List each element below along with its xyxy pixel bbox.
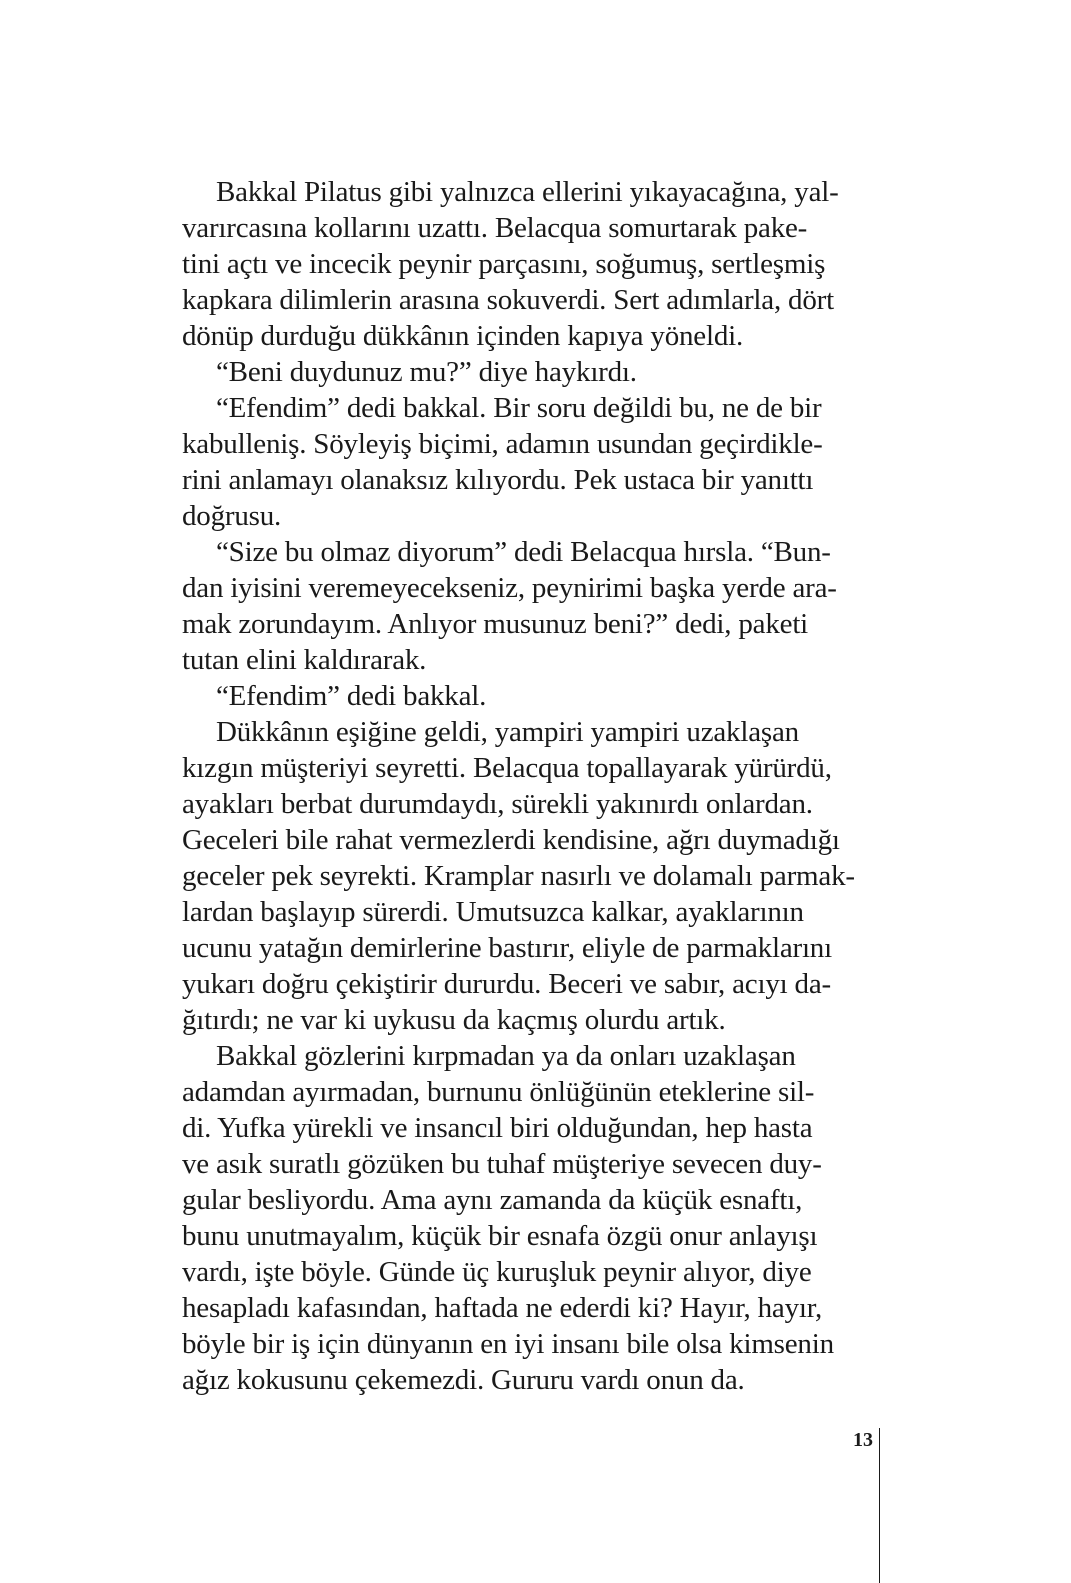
text-line: varırcasına kollarını uzattı. Belacqua somurtarak pake- — [182, 212, 808, 244]
text-line: doğrusu. — [182, 500, 282, 532]
text-line: “Size bu olmaz diyorum” dedi Belacqua hırsla. “Bun- — [216, 536, 831, 568]
text-line: ve asık suratlı gözüken bu tuhaf müşteriye sevecen duy- — [182, 1148, 822, 1180]
text-line: geceler pek seyrekti. Kramplar nasırlı ve dolamalı parmak- — [182, 860, 855, 892]
page-number: 13 — [853, 1429, 873, 1451]
text-line: Geceleri bile rahat vermezlerdi kendisine, ağrı duymadığı — [182, 824, 840, 856]
text-line: dan iyisini veremeyecekseniz, peynirimi başka yerde ara- — [182, 572, 837, 604]
text-line: Dükkânın eşiğine geldi, yampiri yampiri uzaklaşan — [216, 716, 799, 748]
text-line: di. Yufka yürekli ve insancıl biri olduğundan, hep hasta — [182, 1112, 813, 1144]
text-line: kapkara dilimlerin arasına sokuverdi. Sert adımlarla, dört — [182, 284, 834, 316]
text-line: dönüp durduğu dükkânın içinden kapıya yöneldi. — [182, 320, 744, 352]
text-line: bunu unutmayalım, küçük bir esnafa özgü onur anlayışı — [182, 1220, 818, 1252]
text-line: “Efendim” dedi bakkal. — [216, 680, 487, 712]
text-line: kızgın müşteriyi seyretti. Belacqua topallayarak yürürdü, — [182, 752, 832, 784]
text-line: lardan başlayıp sürerdi. Umutsuzca kalkar, ayaklarının — [182, 896, 804, 928]
text-line: ğıtırdı; ne var ki uykusu da kaçmış olurdu artık. — [182, 1004, 726, 1036]
body-text — [182, 174, 889, 1398]
text-line: “Efendim” dedi bakkal. Bir soru değildi bu, ne de bir — [216, 392, 822, 424]
text-line: tutan elini kaldırarak. — [182, 644, 427, 676]
text-line: gular besliyordu. Ama aynı zamanda da küçük esnaftı, — [182, 1184, 803, 1216]
text-line: kabulleniş. Söyleyiş biçimi, adamın usundan geçirdikle- — [182, 428, 823, 460]
text-line: adamdan ayırmadan, burnunu önlüğünün eteklerine sil- — [182, 1076, 815, 1108]
page-number-rule — [879, 1428, 880, 1583]
text-line: vardı, işte böyle. Günde üç kuruşluk peynir alıyor, diye — [182, 1256, 812, 1288]
text-line: hesapladı kafasından, haftada ne ederdi ki? Hayır, hayır, — [182, 1292, 823, 1324]
text-line: Bakkal gözlerini kırpmadan ya da onları uzaklaşan — [216, 1040, 796, 1072]
text-line: yukarı doğru çekiştirir dururdu. Beceri ve sabır, acıyı da- — [182, 968, 831, 1000]
text-line: mak zorundayım. Anlıyor musunuz beni?” dedi, paketi — [182, 608, 809, 640]
text-line: böyle bir iş için dünyanın en iyi insanı bile olsa kimsenin — [182, 1328, 834, 1360]
text-line: Bakkal Pilatus gibi yalnızca ellerini yıkayacağına, yal- — [216, 176, 839, 208]
text-line: ayakları berbat durumdaydı, sürekli yakınırdı onlardan. — [182, 788, 813, 820]
text-line: tini açtı ve incecik peynir parçasını, soğumuş, sertleşmiş — [182, 248, 826, 280]
text-line: ağız kokusunu çekemezdi. Gururu vardı onun da. — [182, 1364, 745, 1396]
text-line: ucunu yatağın demirlerine bastırır, eliyle de parmaklarını — [182, 932, 832, 964]
text-line: “Beni duydunuz mu?” diye haykırdı. — [216, 356, 637, 388]
text-line: rini anlamayı olanaksız kılıyordu. Pek ustaca bir yanıttı — [182, 464, 814, 496]
